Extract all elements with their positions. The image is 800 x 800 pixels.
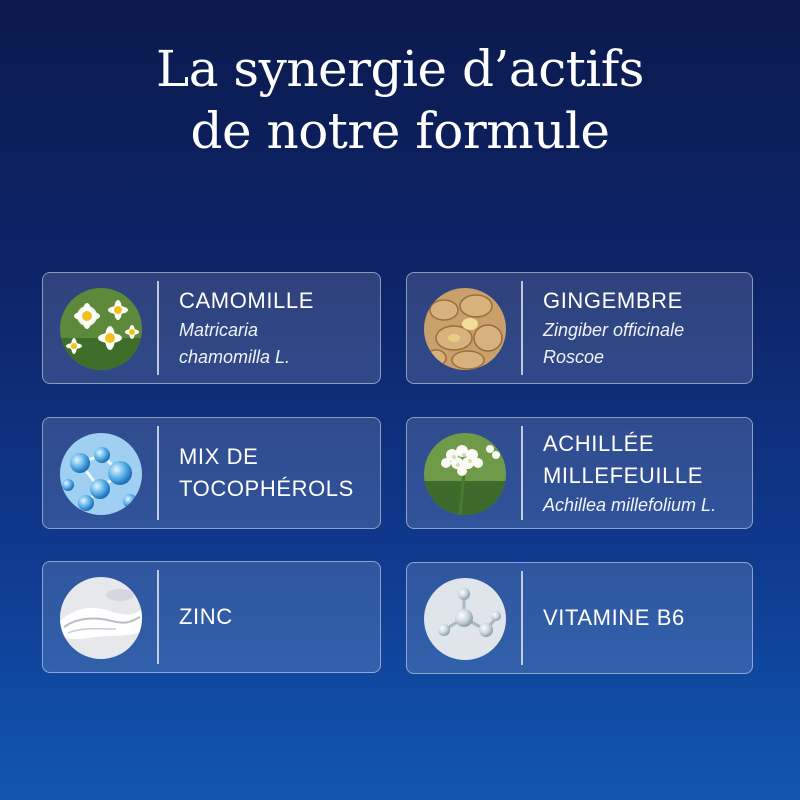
ingredient-text xyxy=(179,418,370,528)
zinc-powder-icon xyxy=(60,577,142,659)
card-divider xyxy=(521,281,523,375)
ingredient-card-camomille xyxy=(42,272,381,384)
card-divider xyxy=(157,281,159,375)
ingredient-latin-name: Achillea millefolium L. xyxy=(543,494,717,515)
ingredient-text xyxy=(543,418,742,528)
ingredient-latin-name-line-1: Matricaria xyxy=(179,320,259,340)
ingredient-name: ZINC xyxy=(179,604,233,629)
ingredient-card-gingembre xyxy=(406,272,753,384)
ingredient-name: CAMOMILLE xyxy=(179,288,314,313)
ingredient-text xyxy=(543,273,742,383)
yarrow-flower-icon xyxy=(424,433,506,515)
ingredient-name: GINGEMBRE xyxy=(543,288,683,313)
ginger-root-icon xyxy=(424,288,506,370)
ingredient-card-zinc xyxy=(42,561,381,673)
card-divider xyxy=(157,426,159,520)
card-divider xyxy=(521,426,523,520)
ingredient-name: VITAMINE B6 xyxy=(543,605,685,630)
card-divider xyxy=(521,571,523,665)
ingredient-latin-name-line-1: Zingiber officinale xyxy=(543,320,685,340)
ingredient-card-tocopherols xyxy=(42,417,381,529)
ingredient-card-vitamine-b6 xyxy=(406,562,753,674)
page-title-line-2: de notre formule xyxy=(190,102,610,160)
card-divider xyxy=(157,570,159,664)
molecule-spheres-icon xyxy=(60,433,142,515)
ingredient-name-line-1: MIX DE xyxy=(179,444,259,469)
vitamin-molecule-icon xyxy=(424,578,506,660)
ingredient-card-achillee xyxy=(406,417,753,529)
ingredient-text xyxy=(179,273,370,383)
ingredient-latin-name-line-2: Roscoe xyxy=(543,347,605,367)
ingredient-name-line-2: MILLEFEUILLE xyxy=(543,462,704,488)
ingredient-text xyxy=(543,563,742,673)
ingredient-text xyxy=(179,562,370,672)
page-title-line-1: La synergie d’actifs xyxy=(156,40,644,98)
ingredient-name-line-1: ACHILLÉE xyxy=(543,430,655,456)
ingredient-name-line-2: TOCOPHÉROLS xyxy=(179,476,354,501)
page-title xyxy=(0,38,800,162)
chamomile-flower-icon xyxy=(60,288,142,370)
ingredient-latin-name-line-2: chamomilla L. xyxy=(179,347,291,367)
